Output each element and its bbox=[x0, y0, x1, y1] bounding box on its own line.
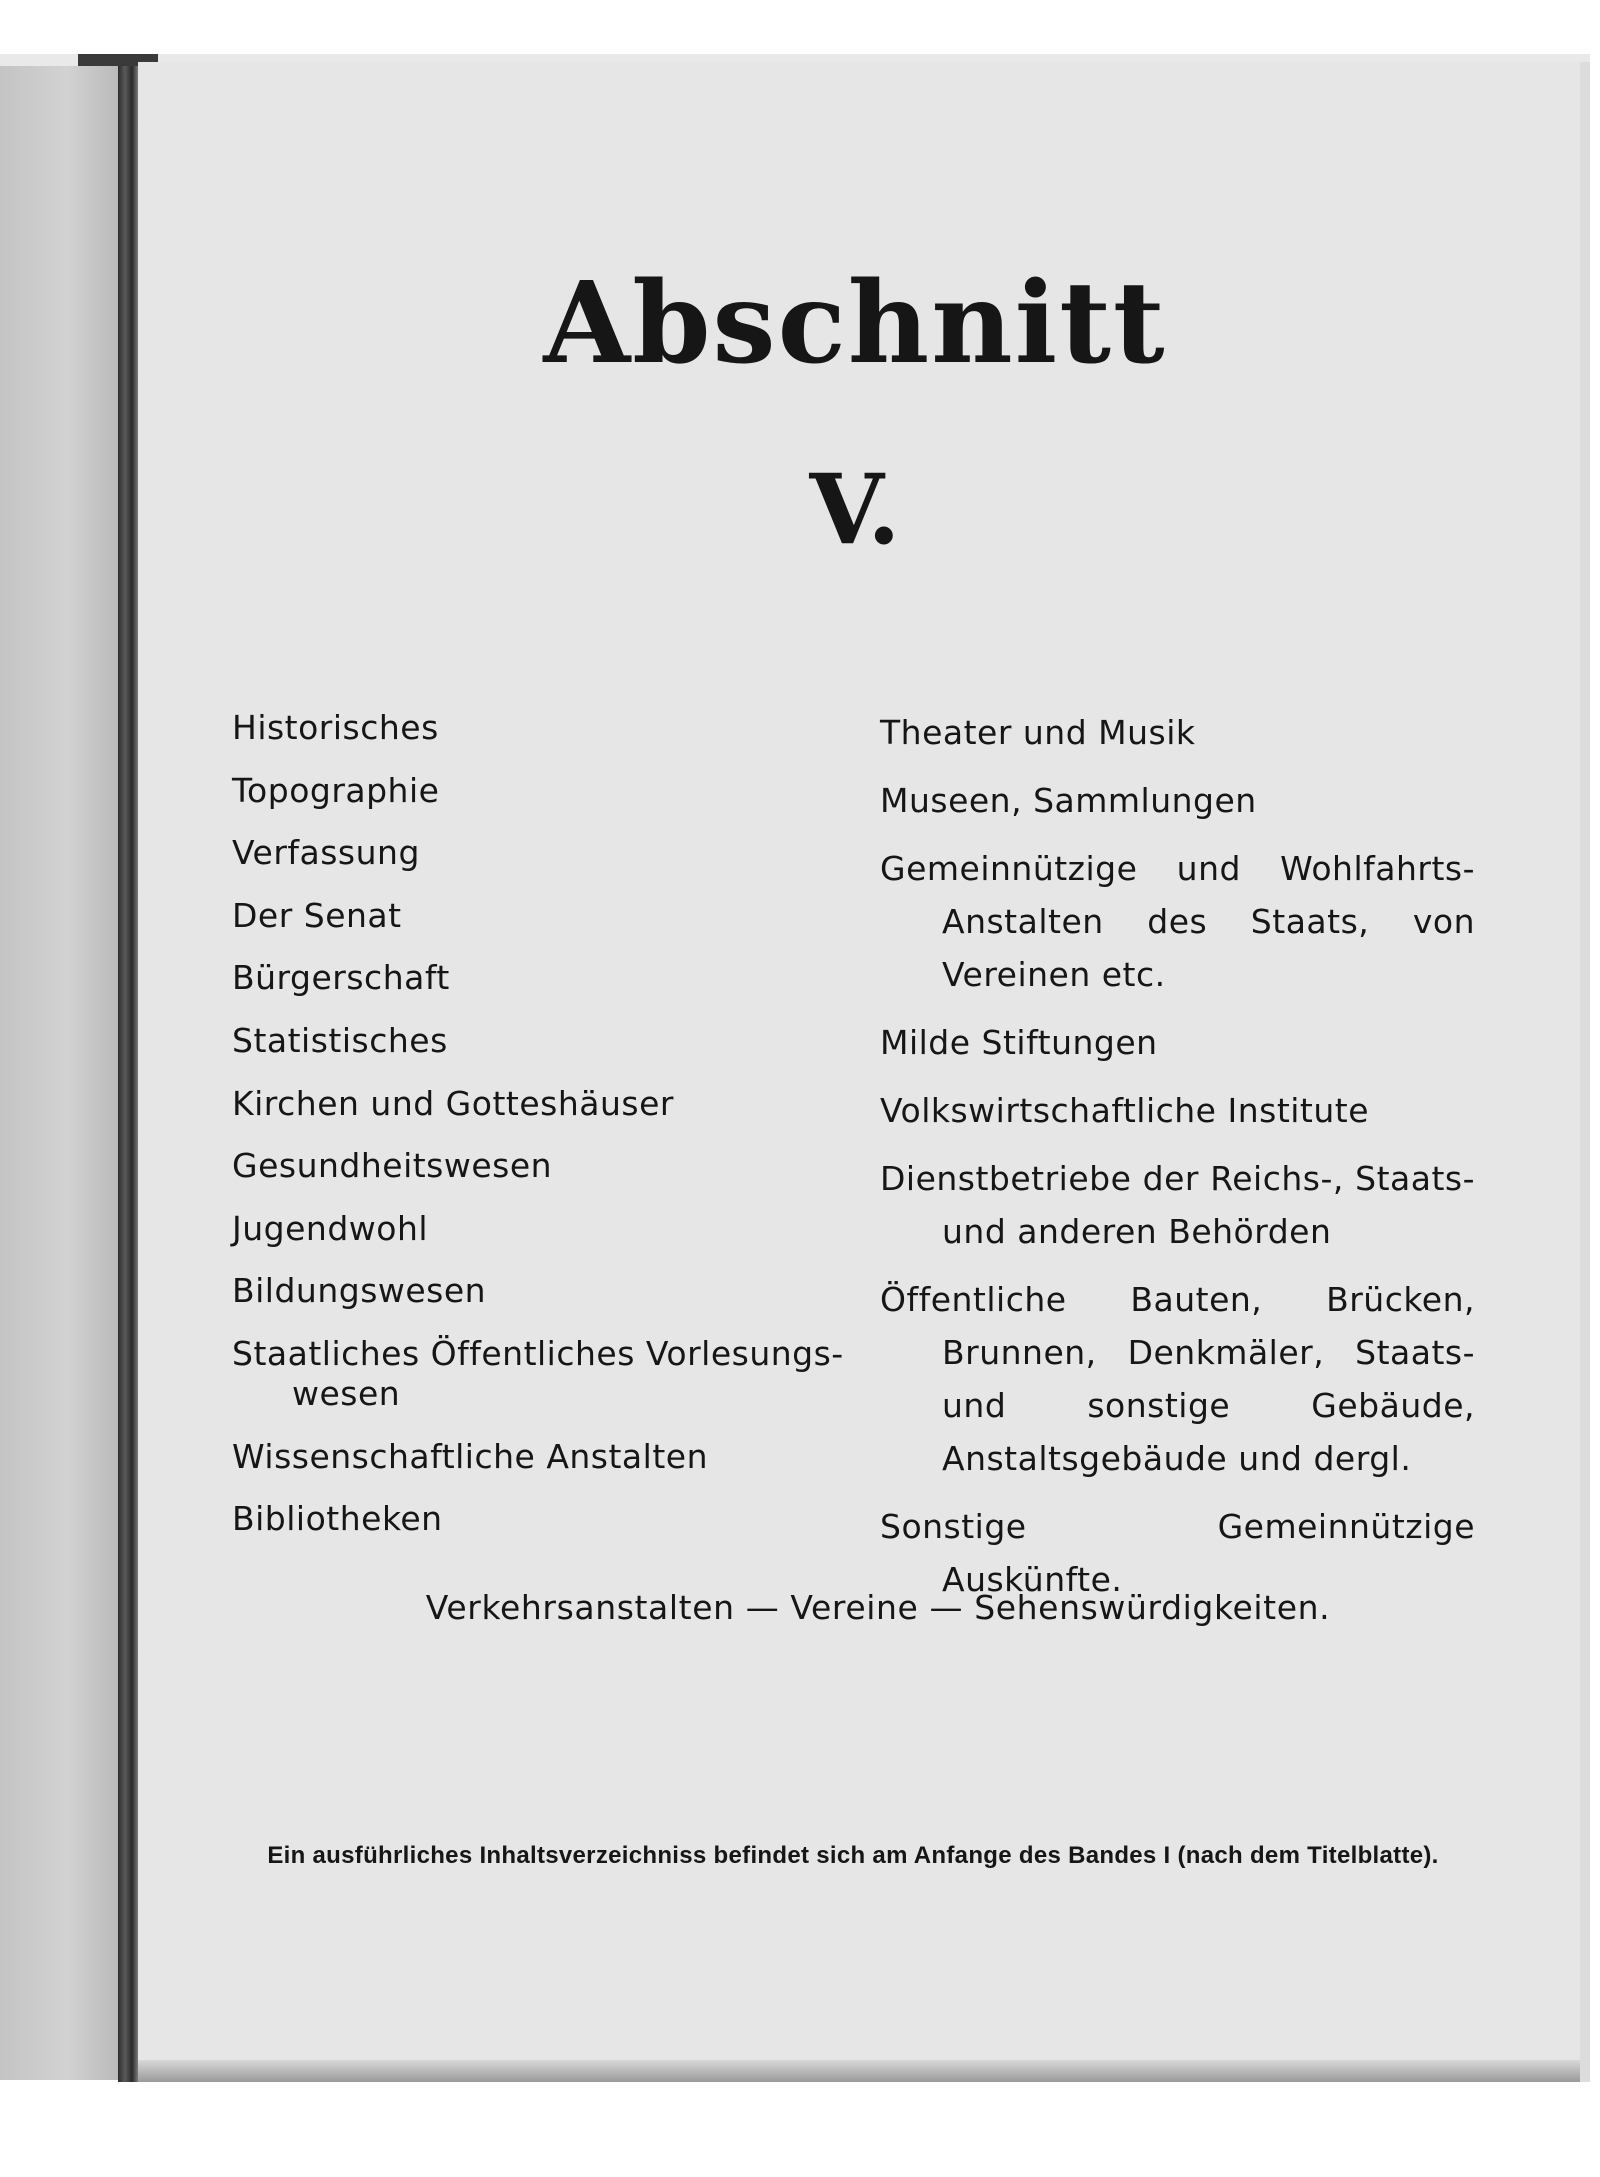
contents-entry: Bibliotheken bbox=[232, 1499, 443, 1539]
contents-entry: Topographie bbox=[232, 770, 440, 810]
contents-entry: Milde Stiftungen bbox=[880, 1023, 1158, 1062]
contents-entry: Sonstige Gemeinnützige Auskünfte. bbox=[880, 1507, 1475, 1599]
contents-entry: Der Senat bbox=[232, 895, 402, 935]
contents-entry: Verfassung bbox=[232, 833, 420, 873]
contents-entry: Jugendwohl bbox=[232, 1208, 429, 1248]
contents-entry: Gemeinnützige und Wohlfahrts-Anstalten des Staats, von Vereinen etc. bbox=[880, 849, 1475, 994]
page-bottom-edge bbox=[138, 2060, 1590, 2082]
contents-left-column bbox=[232, 708, 872, 1562]
contents-entry: Volkswirtschaftliche Institute bbox=[880, 1091, 1370, 1130]
section-title: Abschnitt bbox=[543, 258, 1167, 389]
contents-entry: Statistisches bbox=[232, 1020, 448, 1060]
contents-entry: Dienstbetriebe der Reichs-, Staats- und anderen Behörden bbox=[880, 1159, 1475, 1251]
contents-entry: Bürgerschaft bbox=[232, 958, 450, 998]
contents-entry: Historisches bbox=[232, 708, 439, 747]
contents-footer-line: Verkehrsanstalten — Vereine — Sehenswürdigkeiten. bbox=[425, 1588, 1331, 1627]
contents-entry: Wissenschaftliche Anstalten bbox=[232, 1436, 708, 1476]
contents-entry: Theater und Musik bbox=[880, 713, 1196, 752]
contents-entry: Bildungswesen bbox=[232, 1271, 487, 1311]
index-note: Ein ausführliches Inhaltsverzeichniss befindet sich am Anfange des Bandes I (nach dem Titelblatte). bbox=[267, 1842, 1439, 1869]
contents-entry: Öffentliche Bauten, Brücken, Brunnen, Denkmäler, Staats- und sonstige Gebäude, Anstaltsgebäude und dergl. bbox=[880, 1280, 1475, 1478]
contents-entry: Gesundheitswesen bbox=[232, 1146, 553, 1186]
contents-entry: Museen, Sammlungen bbox=[880, 781, 1257, 820]
contents-right-column bbox=[880, 706, 1475, 1621]
section-numeral: V. bbox=[809, 453, 901, 566]
contents-entry: Staatliches Öffentliches Vorlesungs- wesen bbox=[232, 1333, 844, 1413]
contents-entry: Kirchen und Gotteshäuser bbox=[232, 1083, 674, 1123]
